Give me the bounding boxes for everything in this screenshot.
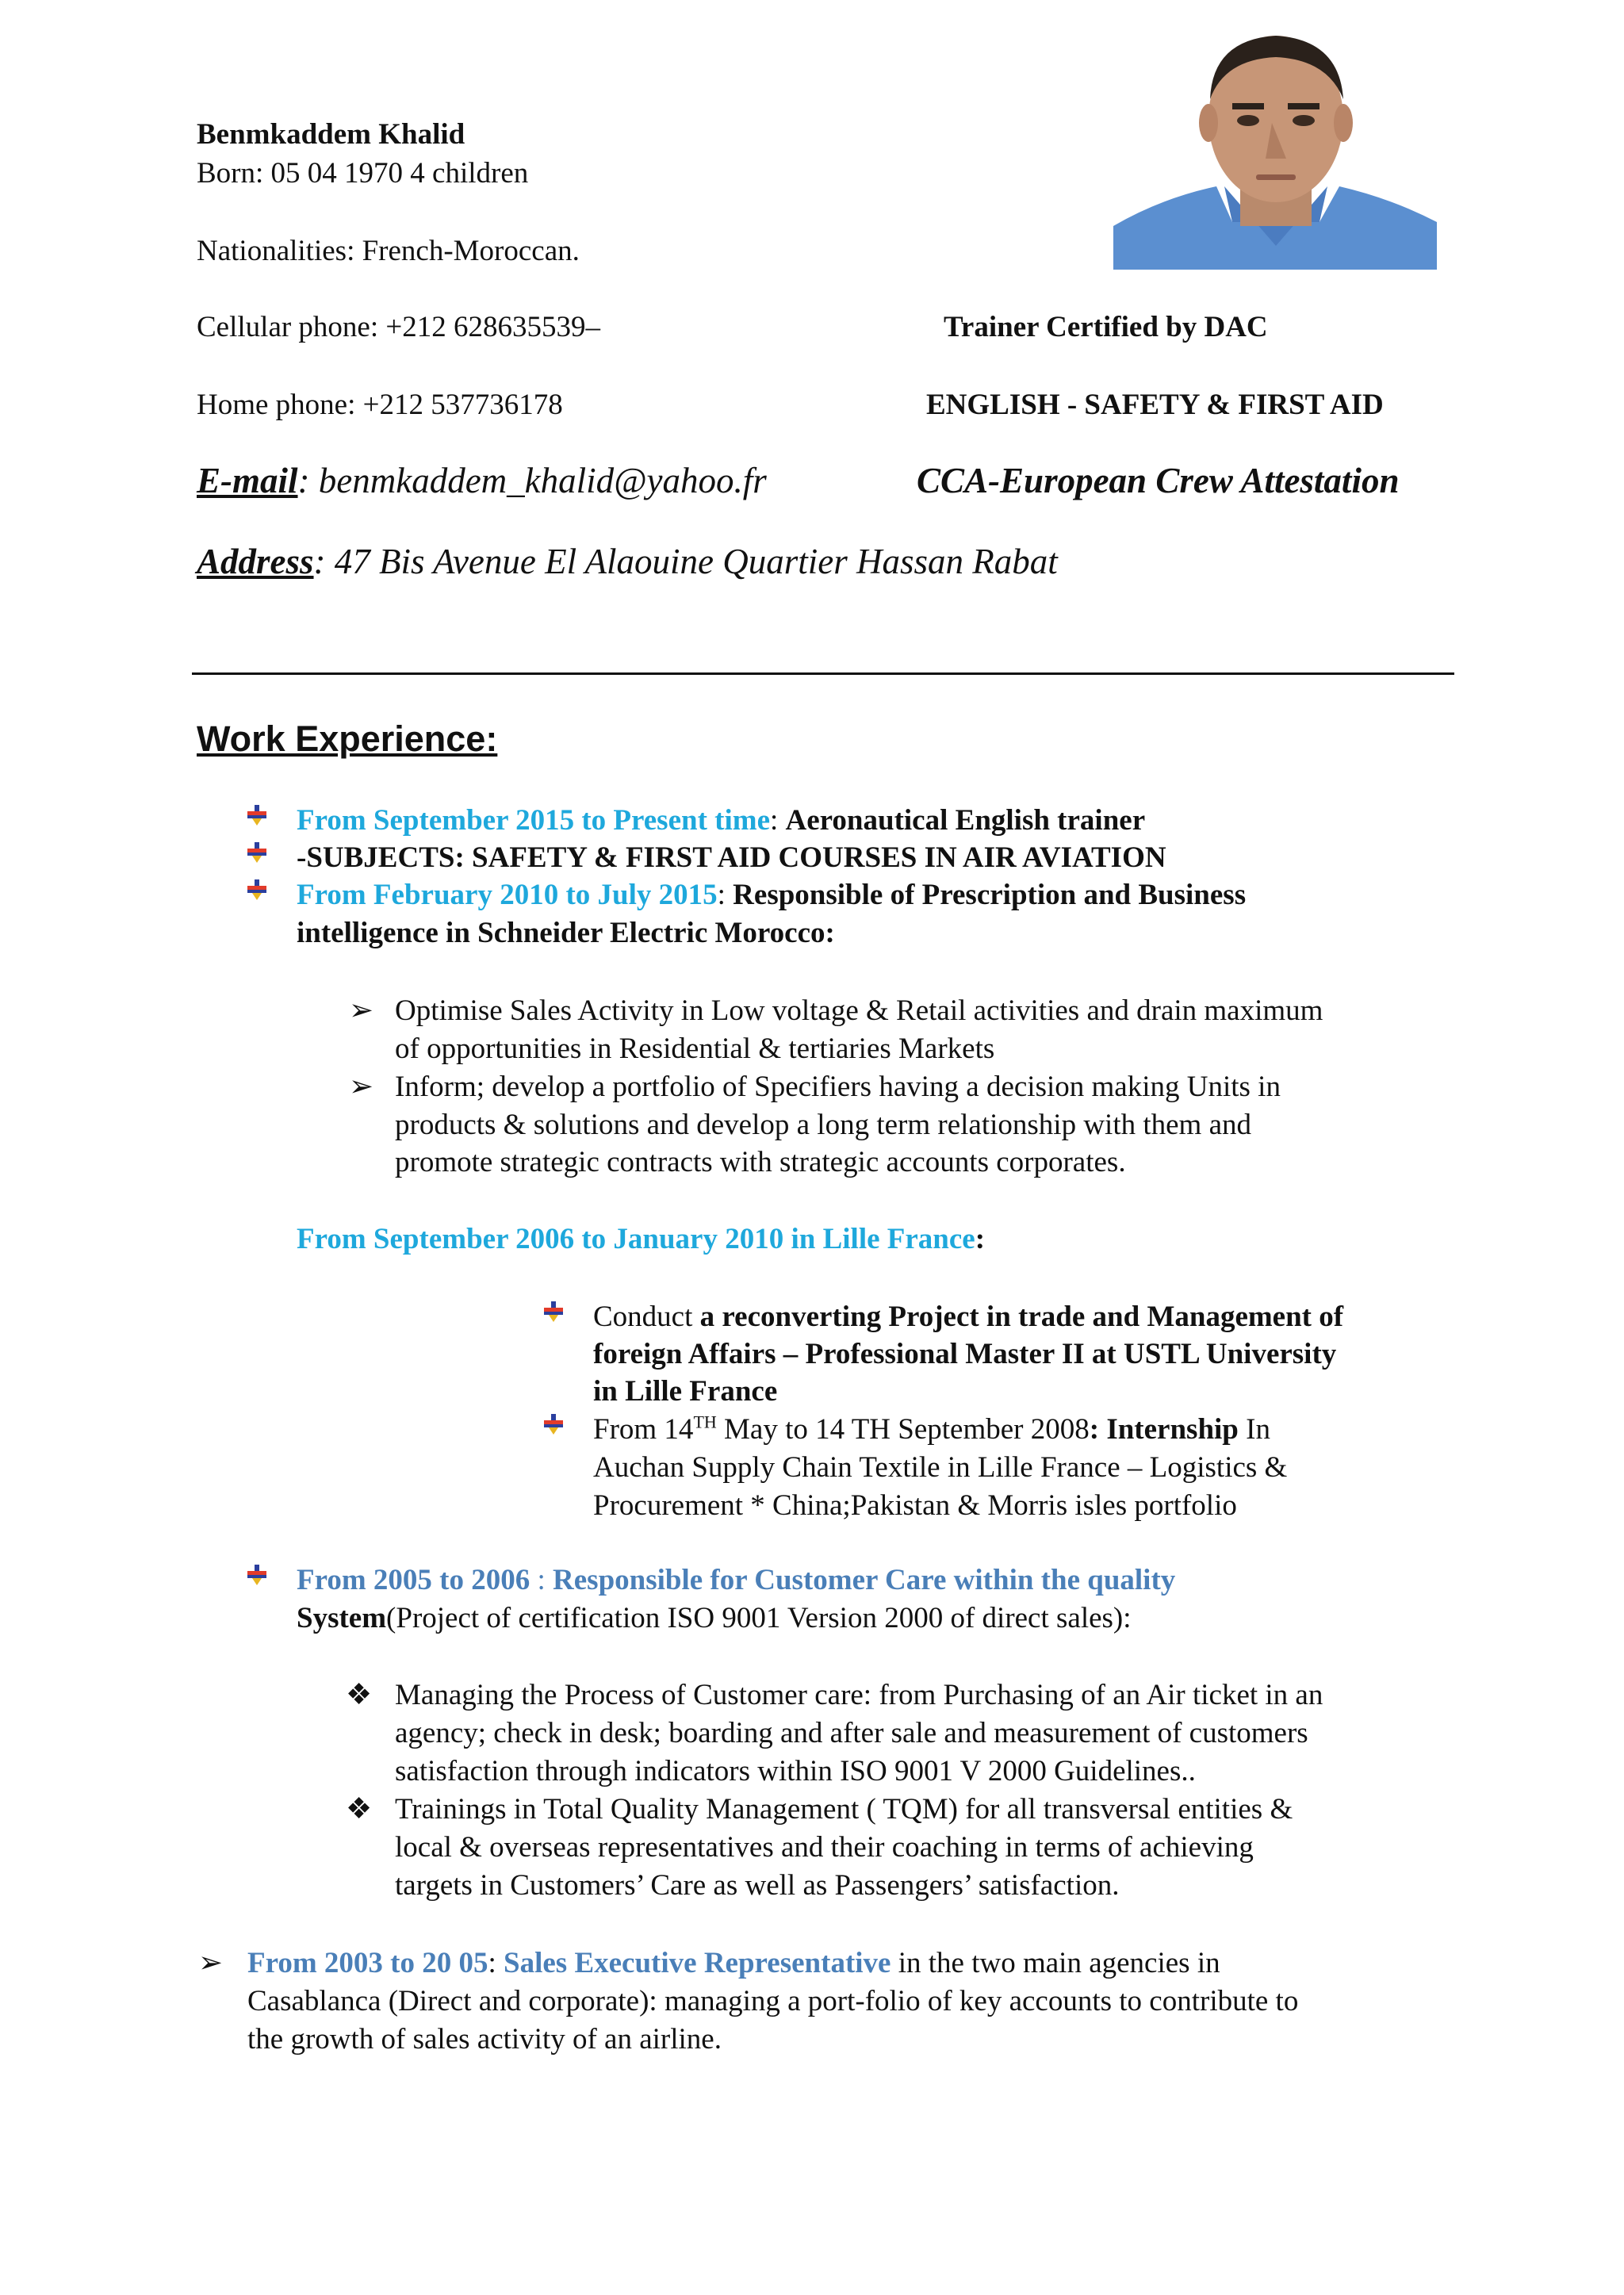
entry-4-heading: From September 2006 to January 2010 in Lille France:: [297, 1223, 986, 1255]
arrow-bullet-icon: [247, 842, 266, 863]
entry-4-bullet-2-cont: Auchan Supply Chain Textile in Lille France – Logistics &: [593, 1451, 1288, 1484]
home-phone: Home phone: +212 537736178: [197, 389, 563, 421]
section-heading-work: Work Experience:: [197, 718, 498, 759]
entry-5-system: System(Project of certification ISO 9001 Version 2000 of direct sales):: [297, 1602, 1132, 1634]
entry-5-role: Responsible for Customer Care within the quality: [553, 1564, 1176, 1596]
address-value: : 47 Bis Avenue El Alaouine Quartier Hassan Rabat: [313, 542, 1058, 581]
entry-5-bullet-2-cont2: targets in Customers’ Care as well as Passengers’ satisfaction.: [395, 1869, 1120, 1902]
diamond-icon: ❖: [346, 1793, 373, 1826]
chevron-right-icon: ➢: [349, 994, 374, 1027]
entry-6: From 2003 to 20 05: Sales Executive Representative in the two main agencies in: [247, 1947, 1220, 1979]
arrow-bullet-icon: [247, 1565, 266, 1585]
cert-cca: CCA-European Crew Attestation: [917, 461, 1400, 500]
entry-3-bullet-2-cont: products & solutions and develop a long term relationship with them and: [395, 1109, 1252, 1141]
entry-5-bullet-1-cont: agency; check in desk; boarding and after sale and measurement of customers: [395, 1717, 1308, 1749]
entry-4-bullet-2-cont2: Procurement * China;Pakistan & Morris isles portfolio: [593, 1489, 1237, 1522]
entry-1: From September 2015 to Present time: Aeronautical English trainer: [297, 804, 1146, 837]
entry-3-bullet-1-cont: of opportunities in Residential & tertiaries Markets: [395, 1033, 995, 1065]
entry-3: From February 2010 to July 2015: Responsible of Prescription and Business: [297, 879, 1247, 911]
cellular-phone: Cellular phone: +212 628635539–: [197, 311, 601, 343]
entry-5-bullet-2-cont: local & overseas representatives and their coaching in terms of achieving: [395, 1831, 1254, 1864]
entry-1-date: From September 2015 to Present time: [297, 804, 770, 837]
entry-4-bullet-1-cont: foreign Affairs – Professional Master II at USTL University: [593, 1338, 1337, 1370]
arrow-bullet-icon: [247, 805, 266, 826]
entry-3-date: From February 2010 to July 2015: [297, 879, 718, 911]
entry-4-bullet-1: Conduct a reconverting Project in trade and Management of: [593, 1301, 1344, 1333]
entry-1-role: Aeronautical English trainer: [785, 804, 1146, 837]
entry-6-cont2: the growth of sales activity of an airline.: [247, 2023, 722, 2056]
nationalities: Nationalities: French-Moroccan.: [197, 235, 580, 267]
entry-4-bullet-1-cont2: in Lille France: [593, 1375, 778, 1408]
candidate-name: Benmkaddem Khalid: [197, 118, 465, 151]
entry-3-bullet-2-cont2: promote strategic contracts with strategic accounts corporates.: [395, 1146, 1126, 1178]
birth-info: Born: 05 04 1970 4 children: [197, 157, 529, 190]
arrow-bullet-icon: [544, 1301, 563, 1322]
email-line: [197, 460, 767, 501]
entry-4-bullet-2: From 14TH May to 14 TH September 2008: Internship In: [593, 1412, 1270, 1446]
entry-3-bullet-2: Inform; develop a portfolio of Specifiers having a decision making Units in: [395, 1071, 1281, 1103]
entry-5-bullet-1: Managing the Process of Customer care: from Purchasing of an Air ticket in an: [395, 1679, 1323, 1711]
address-label: Address: [197, 542, 314, 581]
cert-trainer: Trainer Certified by DAC: [944, 311, 1268, 343]
chevron-right-icon: ➢: [198, 1947, 224, 1979]
entry-5-date: From 2005 to 2006: [297, 1564, 530, 1596]
address-line: [197, 541, 1058, 582]
header-divider: [192, 672, 1454, 675]
email-value[interactable]: : benmkaddem_khalid@yahoo.fr: [297, 461, 767, 500]
arrow-bullet-icon: [544, 1414, 563, 1435]
entry-3-bullet-1: Optimise Sales Activity in Low voltage & Retail activities and drain maximum: [395, 994, 1323, 1027]
entry-3-role-cont: intelligence in Schneider Electric Morocco:: [297, 917, 835, 949]
entry-4-date: From September 2006 to January 2010 in Lille France: [297, 1223, 975, 1255]
chevron-right-icon: ➢: [349, 1071, 374, 1103]
entry-6-cont: Casablanca (Direct and corporate): managing a port-folio of key accounts to contribute to: [247, 1985, 1299, 2017]
arrow-bullet-icon: [247, 879, 266, 900]
entry-6-role: Sales Executive Representative: [504, 1947, 891, 1979]
entry-2-subjects: -SUBJECTS: SAFETY & FIRST AID COURSES IN AIR AVIATION: [297, 841, 1166, 874]
email-label: E-mail: [197, 461, 298, 500]
entry-6-date: From 2003 to 20 05: [247, 1947, 488, 1979]
profile-photo: [1113, 24, 1437, 270]
entry-5: From 2005 to 2006 : Responsible for Customer Care within the quality: [297, 1564, 1176, 1596]
diamond-icon: ❖: [346, 1679, 373, 1711]
cert-english-safety: ENGLISH - SAFETY & FIRST AID: [926, 389, 1384, 421]
entry-3-role: Responsible of Prescription and Business: [733, 879, 1247, 911]
entry-5-bullet-2: Trainings in Total Quality Management ( TQM) for all transversal entities &: [395, 1793, 1293, 1826]
entry-5-bullet-1-cont2: satisfaction through indicators within ISO 9001 V 2000 Guidelines..: [395, 1755, 1196, 1787]
